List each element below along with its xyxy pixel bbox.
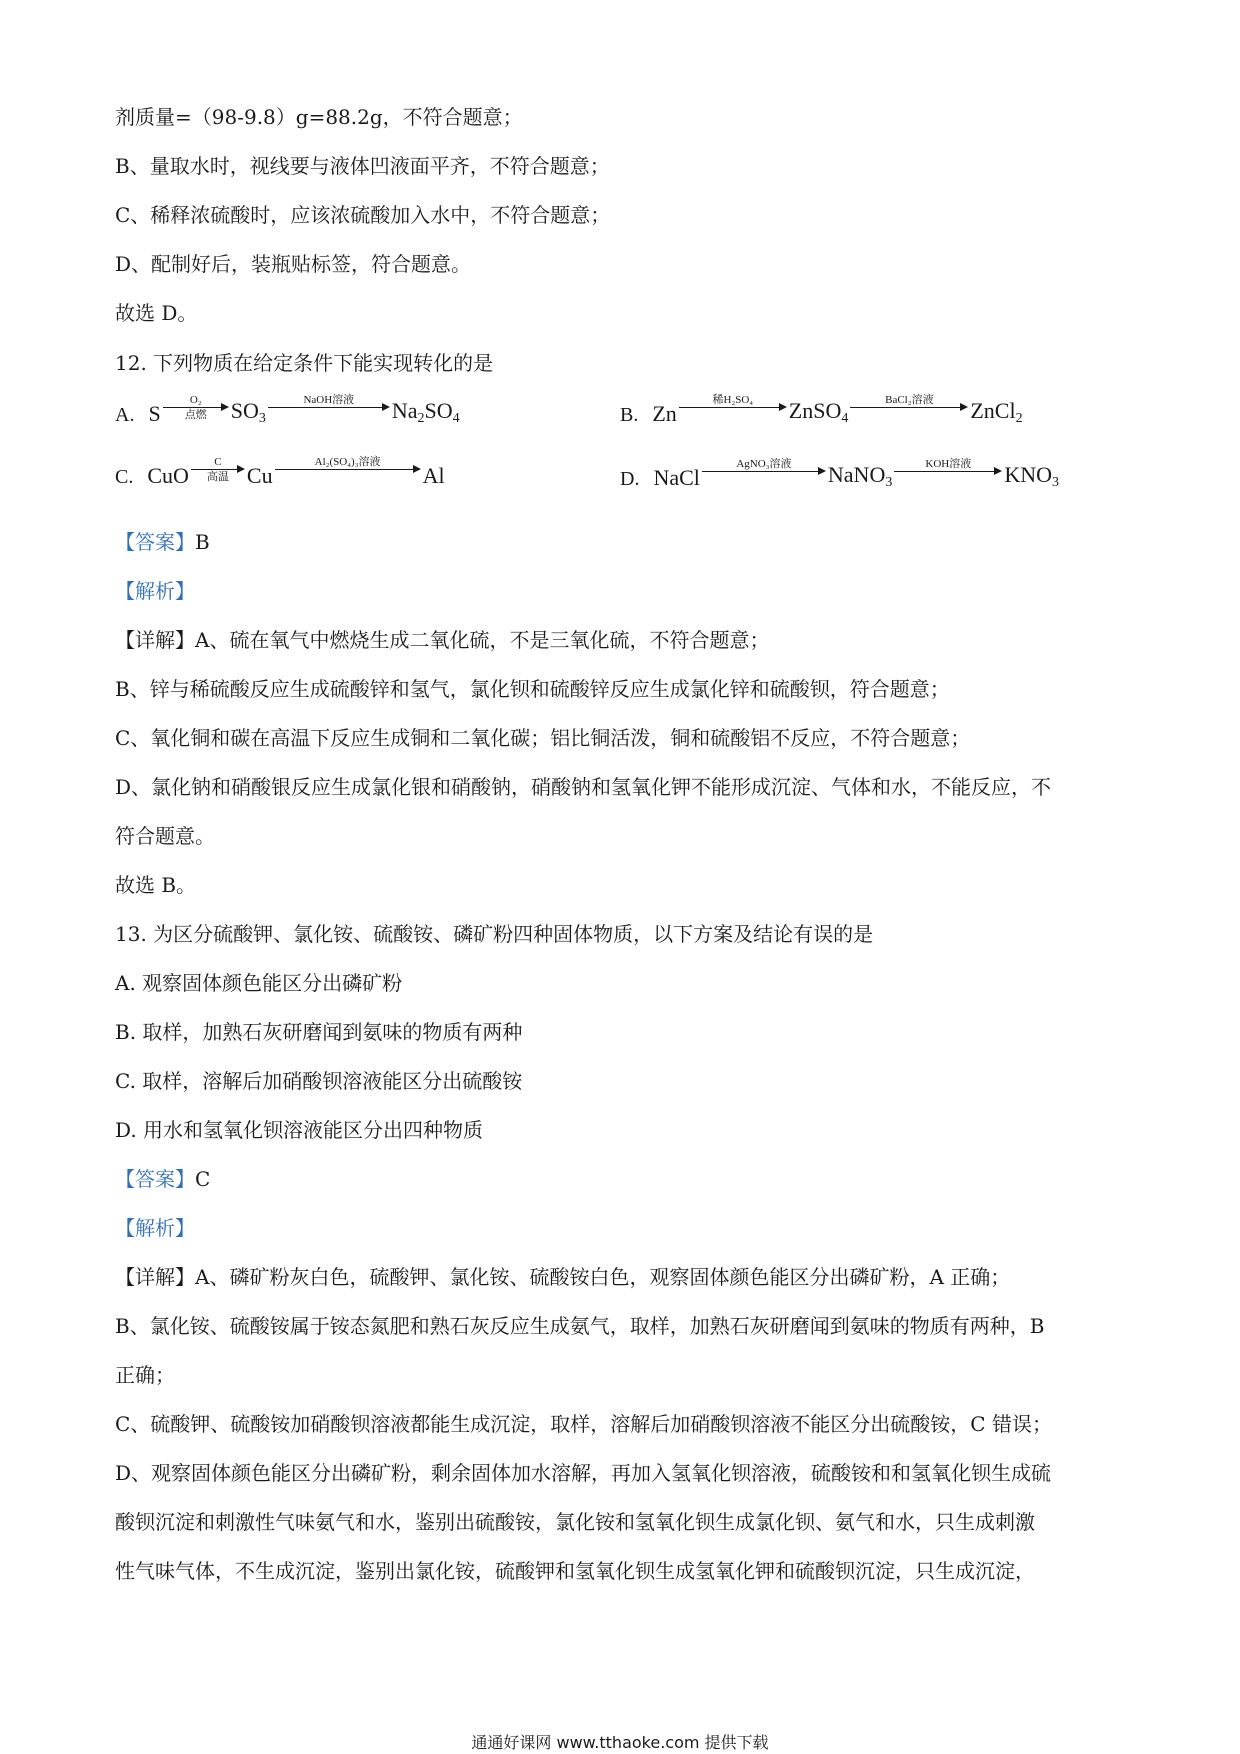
- condition-below: 高温: [206, 471, 229, 483]
- q12-detail-c: C、氧化铜和碳在高温下反应生成铜和二氧化碳；铝比铜活泼，铜和硫酸铝不反应，不符合题意；: [115, 726, 971, 750]
- text-line: C、稀释浓硫酸时，应该浓硫酸加入水中，不符合题意；: [115, 203, 611, 227]
- reaction-arrow: [894, 458, 1002, 485]
- option-label: D.: [620, 468, 640, 490]
- species: NaNO$_3$: [827, 462, 893, 490]
- q13-detail-b-cont: 正确；: [115, 1363, 175, 1387]
- q13-analysis-tag: 【解析】: [115, 1216, 195, 1240]
- q12-option-a: [115, 394, 460, 427]
- condition-above: KOH溶液: [925, 458, 972, 470]
- reaction-arrow: [268, 394, 390, 421]
- species: ZnCl$_2$: [970, 398, 1023, 426]
- question-12-stem: 12. 下列物质在给定条件下能实现转化的是: [115, 351, 494, 375]
- q12-detail-b: B、锌与稀硫酸反应生成硫酸锌和氢气，氯化钡和硫酸锌反应生成氯化锌和硫酸钡，符合题意；: [115, 677, 950, 701]
- option-label: C.: [115, 466, 134, 488]
- reaction-arrow: [191, 456, 245, 483]
- q13-option-c: C. 取样，溶解后加硝酸钡溶液能区分出硫酸铵: [115, 1069, 523, 1093]
- species: $KNO_3$: [1004, 462, 1060, 490]
- text-line: 剂质量=（98-9.8）g=88.2g，不符合题意；: [115, 105, 523, 129]
- q13-option-a: A. 观察固体颜色能区分出磷矿粉: [115, 971, 403, 995]
- condition-above: C: [214, 456, 222, 468]
- species: NaCl: [653, 465, 700, 490]
- species: S: [148, 401, 161, 426]
- condition-above: O₂: [189, 394, 202, 406]
- species: $SO_3$: [230, 398, 266, 426]
- q13-option-b: B. 取样，加熟石灰研磨闻到氨味的物质有两种: [115, 1020, 523, 1044]
- question-13-stem: 13. 为区分硫酸钾、氯化铵、硫酸铵、磷矿粉四种固体物质，以下方案及结论有误的是: [115, 922, 874, 946]
- species: Al: [422, 463, 445, 488]
- q13-detail-d-cont: 酸钡沉淀和刺激性气味氨气和水，鉴别出硫酸铵，氯化铵和氢氧化钡生成氯化钡、氨气和水，只生成刺激: [115, 1510, 1035, 1534]
- q13-detail-b: B、氯化铵、硫酸铵属于铵态氮肥和熟石灰反应生成氨气，取样，加熟石灰研磨闻到氨味的物质有两种，B: [115, 1314, 1045, 1338]
- q13-option-d: D. 用水和氢氧化钡溶液能区分出四种物质: [115, 1118, 484, 1142]
- condition-above: 稀H₂SO₄: [712, 394, 754, 406]
- answer-tag: 【答案】: [115, 530, 195, 554]
- q12-choose: 故选 B。: [115, 873, 197, 897]
- answer-value: B: [195, 530, 210, 554]
- reaction-arrow: [275, 456, 421, 483]
- species: CuO: [147, 463, 189, 488]
- condition-below: 点燃: [184, 409, 207, 421]
- q12-option-d: [620, 458, 1060, 491]
- answer-value: C: [195, 1167, 211, 1191]
- text-line: D、配制好后，装瓶贴标签，符合题意。: [115, 252, 472, 276]
- reaction-arrow: [679, 394, 787, 421]
- reaction-arrow: [163, 394, 229, 421]
- species: $Na_2SO_4$: [391, 398, 460, 426]
- reaction-arrow: [850, 394, 968, 421]
- option-label: A.: [115, 404, 135, 426]
- text-line: 故选 D。: [115, 301, 198, 325]
- q12-option-c: [115, 456, 445, 489]
- q12-option-b: [620, 394, 1023, 427]
- q13-detail-c: C、硫酸钾、硫酸铵加硝酸钡溶液都能生成沉淀，取样，溶解后加硝酸钡溶液不能区分出硫酸铵，C 错误；: [115, 1412, 1052, 1436]
- page-footer: 通通好课网 www.tthaoke.com 提供下载: [471, 1733, 769, 1752]
- species: Cu: [246, 463, 273, 488]
- answer-tag: 【答案】: [115, 1167, 195, 1191]
- q12-detail-d-cont: 符合题意。: [115, 824, 215, 848]
- text-line: B、量取水时，视线要与液体凹液面平齐，不符合题意；: [115, 154, 610, 178]
- detail-tag: 【详解】: [115, 1265, 195, 1289]
- q12-analysis-tag: 【解析】: [115, 579, 195, 603]
- q13-detail-a: 【详解】A、磷矿粉灰白色，硫酸钾、氯化铵、硫酸铵白色，观察固体颜色能区分出磷矿粉，A 正确；: [115, 1265, 1011, 1289]
- condition-above: Al₂(SO₄)₃溶液: [314, 456, 381, 468]
- q12-detail-a: 【详解】A、硫在氧气中燃烧生成二氧化硫，不是三氧化硫，不符合题意；: [115, 628, 770, 652]
- option-label: B.: [620, 404, 639, 426]
- q12-detail-d: D、氯化钠和硝酸银反应生成氯化银和硝酸钠，硝酸钠和氢氧化钾不能形成沉淀、气体和水，不能反应，不: [115, 775, 1052, 799]
- q13-detail-d: D、观察固体颜色能区分出磷矿粉，剩余固体加水溶解，再加入氢氧化钡溶液，硫酸铵和和氢氧化钡生成硫: [115, 1461, 1052, 1485]
- species: Zn: [652, 401, 677, 426]
- condition-above: AgNO₃溶液: [736, 458, 792, 470]
- condition-above: BaCl₂溶液: [885, 394, 934, 406]
- reaction-arrow: [702, 458, 826, 485]
- condition-above: NaOH溶液: [303, 394, 355, 406]
- detail-tag: 【详解】: [115, 628, 195, 652]
- q13-answer: [115, 1166, 210, 1192]
- q12-answer: [115, 529, 210, 555]
- species: ZnSO$_4$: [788, 398, 849, 426]
- q13-detail-d-cont: 性气味气体，不生成沉淀，鉴别出氯化铵，硫酸钾和氢氧化钡生成氢氧化钾和硫酸钡沉淀，只生成沉淀，: [115, 1559, 1035, 1583]
